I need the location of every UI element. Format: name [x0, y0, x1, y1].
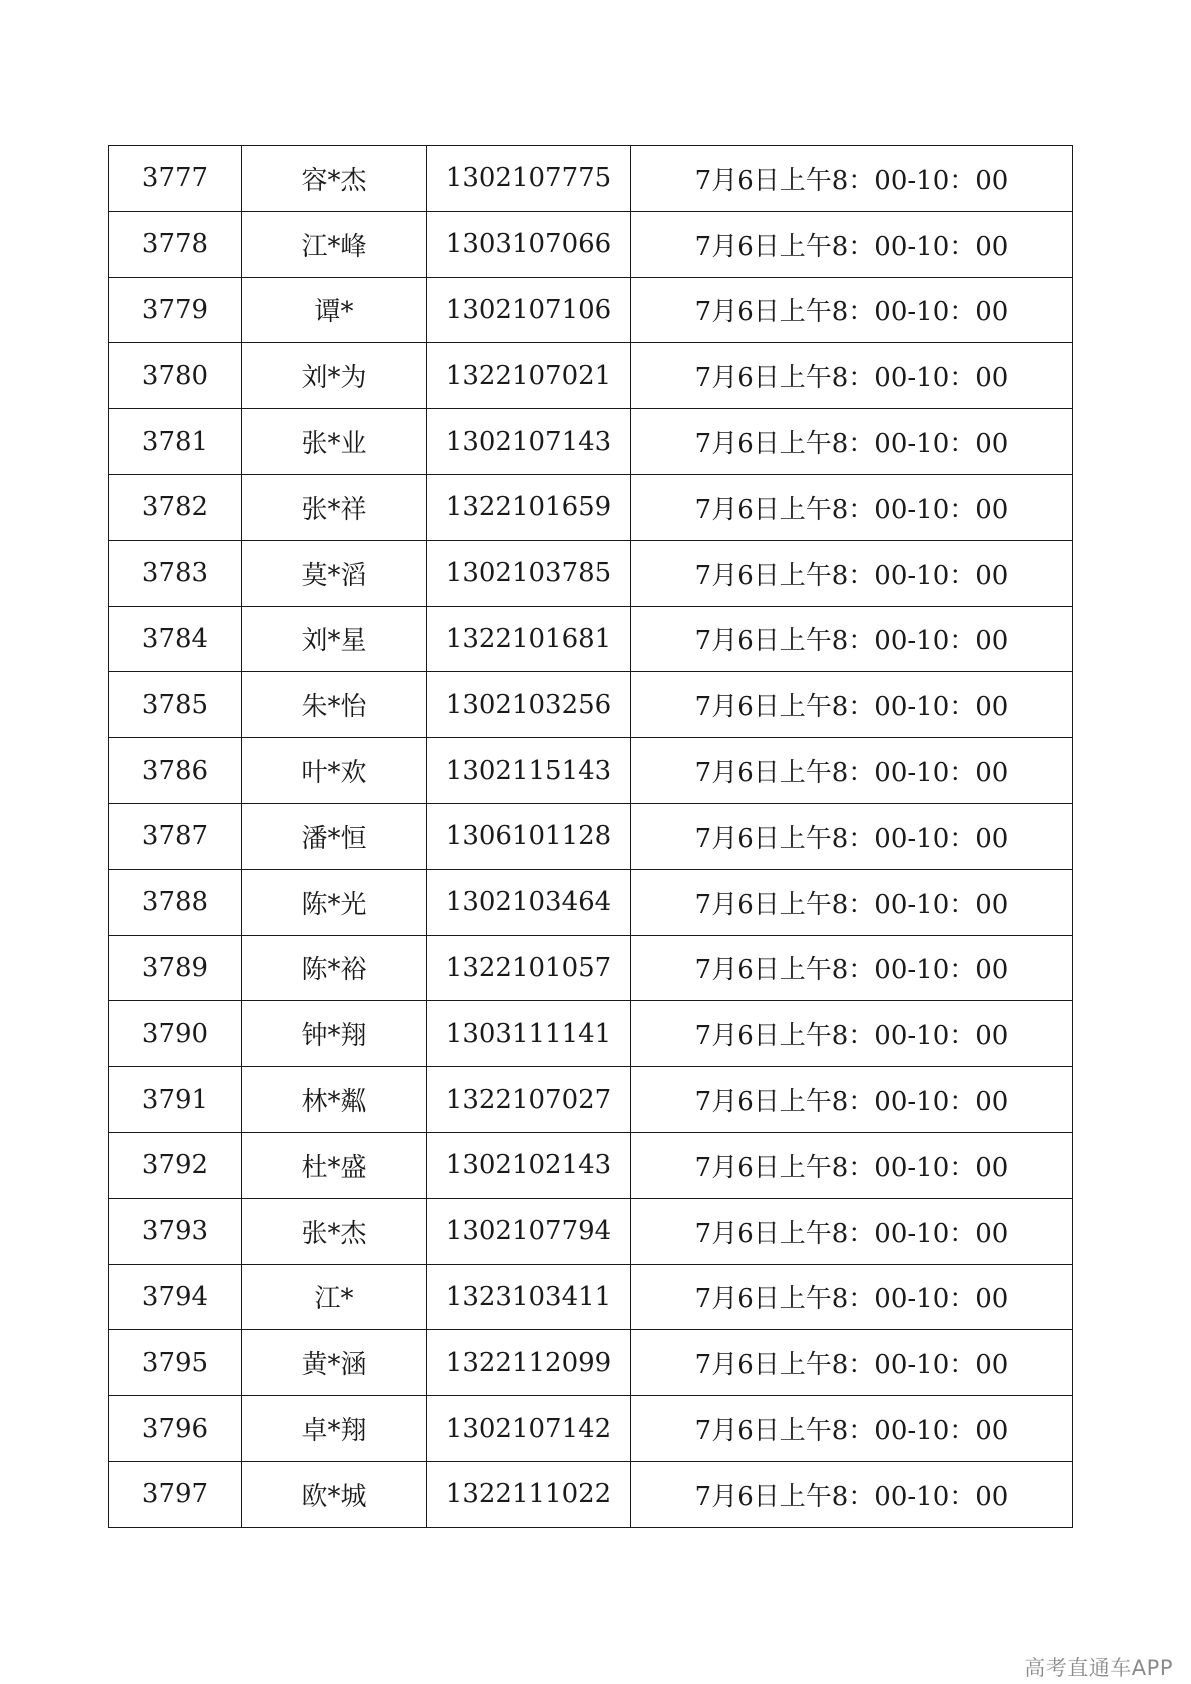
candidate-id-cell: 1322107027: [427, 1067, 631, 1133]
table-body: [109, 146, 1073, 1528]
table-row: [109, 869, 1073, 935]
name-cell: 钟*翔: [242, 1001, 427, 1067]
time-slot-cell: 7月6日上午8：00-10：00: [631, 935, 1073, 1001]
table-row: [109, 146, 1073, 212]
time-slot-cell: 7月6日上午8：00-10：00: [631, 738, 1073, 804]
time-slot-cell: 7月6日上午8：00-10：00: [631, 606, 1073, 672]
table-row: [109, 211, 1073, 277]
time-slot-cell: 7月6日上午8：00-10：00: [631, 1396, 1073, 1462]
row-number-cell: 3790: [109, 1001, 242, 1067]
candidate-id-cell: 1322111022: [427, 1461, 631, 1527]
candidate-id-cell: 1323103411: [427, 1264, 631, 1330]
time-slot-cell: 7月6日上午8：00-10：00: [631, 540, 1073, 606]
name-cell: 陈*光: [242, 869, 427, 935]
name-cell: 张*祥: [242, 474, 427, 540]
table-row: [109, 803, 1073, 869]
time-slot-cell: 7月6日上午8：00-10：00: [631, 1264, 1073, 1330]
name-cell: 江*峰: [242, 211, 427, 277]
row-number-cell: 3780: [109, 343, 242, 409]
candidate-id-cell: 1322107021: [427, 343, 631, 409]
table-row: [109, 277, 1073, 343]
time-slot-cell: 7月6日上午8：00-10：00: [631, 474, 1073, 540]
time-slot-cell: 7月6日上午8：00-10：00: [631, 803, 1073, 869]
table-row: [109, 1132, 1073, 1198]
table-row: [109, 738, 1073, 804]
time-slot-cell: 7月6日上午8：00-10：00: [631, 409, 1073, 475]
name-cell: 莫*滔: [242, 540, 427, 606]
candidate-id-cell: 1302103464: [427, 869, 631, 935]
table-row: [109, 1067, 1073, 1133]
table-row: [109, 409, 1073, 475]
time-slot-cell: 7月6日上午8：00-10：00: [631, 1132, 1073, 1198]
name-cell: 刘*为: [242, 343, 427, 409]
time-slot-cell: 7月6日上午8：00-10：00: [631, 343, 1073, 409]
row-number-cell: 3781: [109, 409, 242, 475]
candidate-id-cell: 1302115143: [427, 738, 631, 804]
name-cell: 江*: [242, 1264, 427, 1330]
candidate-id-cell: 1302107142: [427, 1396, 631, 1462]
candidate-id-cell: 1322101057: [427, 935, 631, 1001]
row-number-cell: 3784: [109, 606, 242, 672]
name-cell: 朱*怡: [242, 672, 427, 738]
name-cell: 卓*翔: [242, 1396, 427, 1462]
candidate-id-cell: 1322101659: [427, 474, 631, 540]
name-cell: 黄*涵: [242, 1330, 427, 1396]
candidate-id-cell: 1303111141: [427, 1001, 631, 1067]
time-slot-cell: 7月6日上午8：00-10：00: [631, 146, 1073, 212]
table-row: [109, 935, 1073, 1001]
name-cell: 杜*盛: [242, 1132, 427, 1198]
row-number-cell: 3788: [109, 869, 242, 935]
candidate-id-cell: 1302107106: [427, 277, 631, 343]
name-cell: 张*业: [242, 409, 427, 475]
row-number-cell: 3777: [109, 146, 242, 212]
name-cell: 刘*星: [242, 606, 427, 672]
time-slot-cell: 7月6日上午8：00-10：00: [631, 1461, 1073, 1527]
name-cell: 陈*裕: [242, 935, 427, 1001]
table-row: [109, 540, 1073, 606]
row-number-cell: 3795: [109, 1330, 242, 1396]
candidate-id-cell: 1306101128: [427, 803, 631, 869]
table-row: [109, 1330, 1073, 1396]
table-row: [109, 672, 1073, 738]
candidate-id-cell: 1303107066: [427, 211, 631, 277]
candidate-id-cell: 1302103785: [427, 540, 631, 606]
table-row: [109, 1396, 1073, 1462]
table-row: [109, 1001, 1073, 1067]
row-number-cell: 3789: [109, 935, 242, 1001]
row-number-cell: 3782: [109, 474, 242, 540]
time-slot-cell: 7月6日上午8：00-10：00: [631, 672, 1073, 738]
name-cell: 谭*: [242, 277, 427, 343]
row-number-cell: 3791: [109, 1067, 242, 1133]
time-slot-cell: 7月6日上午8：00-10：00: [631, 1198, 1073, 1264]
row-number-cell: 3783: [109, 540, 242, 606]
table-row: [109, 1461, 1073, 1527]
watermark-text: 高考直通车APP: [1024, 1656, 1173, 1680]
name-cell: 林*粼: [242, 1067, 427, 1133]
time-slot-cell: 7月6日上午8：00-10：00: [631, 1067, 1073, 1133]
name-cell: 容*杰: [242, 146, 427, 212]
candidate-id-cell: 1302103256: [427, 672, 631, 738]
table-row: [109, 1198, 1073, 1264]
table-row: [109, 606, 1073, 672]
name-cell: 潘*恒: [242, 803, 427, 869]
row-number-cell: 3793: [109, 1198, 242, 1264]
candidate-id-cell: 1302107794: [427, 1198, 631, 1264]
row-number-cell: 3787: [109, 803, 242, 869]
candidate-id-cell: 1302102143: [427, 1132, 631, 1198]
row-number-cell: 3794: [109, 1264, 242, 1330]
time-slot-cell: 7月6日上午8：00-10：00: [631, 277, 1073, 343]
candidate-id-cell: 1302107775: [427, 146, 631, 212]
time-slot-cell: 7月6日上午8：00-10：00: [631, 1001, 1073, 1067]
table-row: [109, 474, 1073, 540]
time-slot-cell: 7月6日上午8：00-10：00: [631, 211, 1073, 277]
row-number-cell: 3797: [109, 1461, 242, 1527]
row-number-cell: 3796: [109, 1396, 242, 1462]
row-number-cell: 3785: [109, 672, 242, 738]
row-number-cell: 3786: [109, 738, 242, 804]
name-cell: 欧*城: [242, 1461, 427, 1527]
candidate-id-cell: 1322101681: [427, 606, 631, 672]
candidate-id-cell: 1302107143: [427, 409, 631, 475]
row-number-cell: 3792: [109, 1132, 242, 1198]
table-row: [109, 1264, 1073, 1330]
schedule-table: [108, 145, 1073, 1528]
time-slot-cell: 7月6日上午8：00-10：00: [631, 1330, 1073, 1396]
candidate-id-cell: 1322112099: [427, 1330, 631, 1396]
name-cell: 叶*欢: [242, 738, 427, 804]
row-number-cell: 3779: [109, 277, 242, 343]
table-row: [109, 343, 1073, 409]
row-number-cell: 3778: [109, 211, 242, 277]
time-slot-cell: 7月6日上午8：00-10：00: [631, 869, 1073, 935]
name-cell: 张*杰: [242, 1198, 427, 1264]
